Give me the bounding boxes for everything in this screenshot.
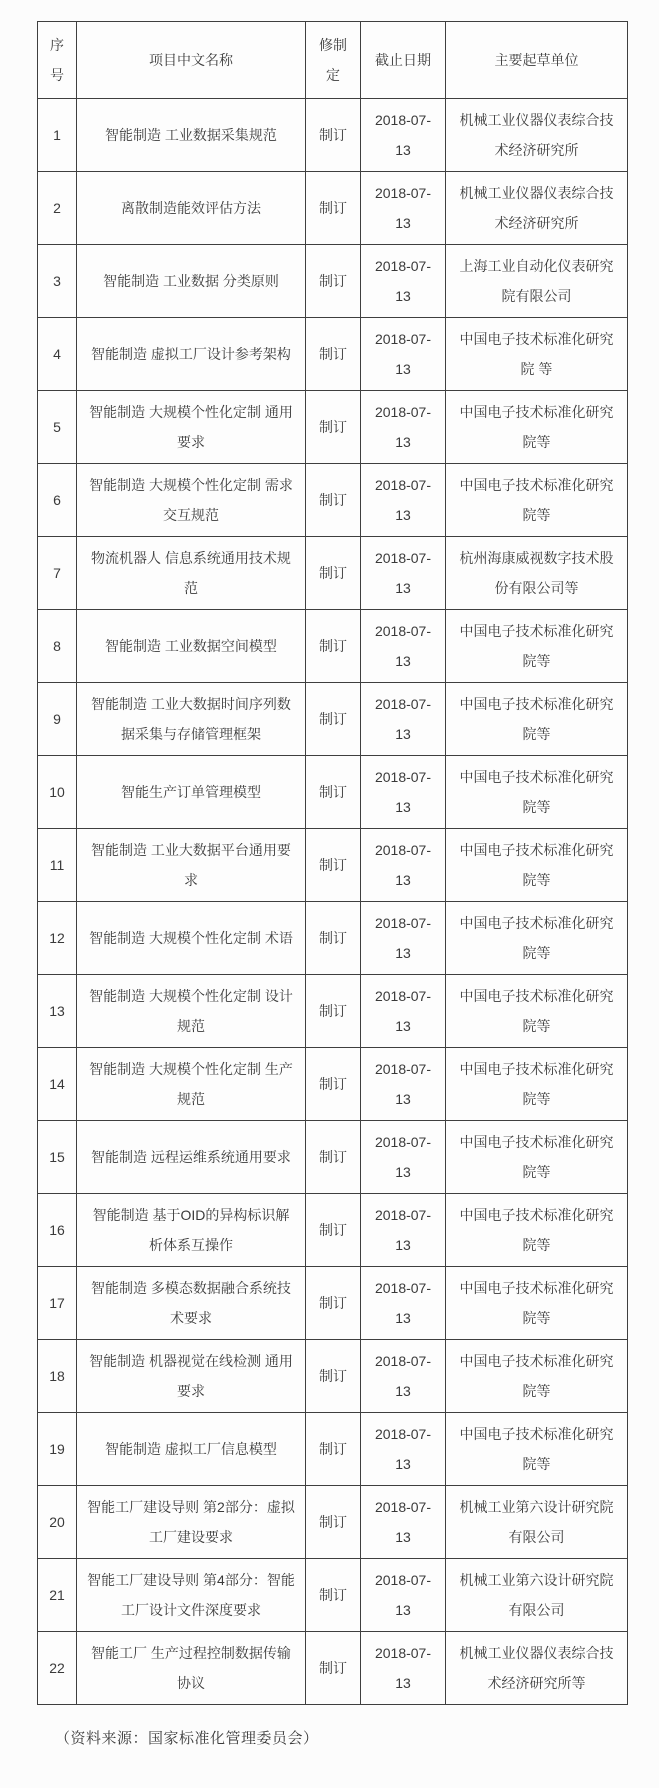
deadline-text: 2018-07-13 xyxy=(374,1352,432,1399)
revision-type-cell: 制订 xyxy=(306,245,361,318)
row-number-cell: 22 xyxy=(38,1632,77,1705)
row-number-cell: 15 xyxy=(38,1121,77,1194)
deadline-cell xyxy=(361,1632,446,1705)
drafting-org-text: 机械工业仪器仪表综合技术经济研究所等 xyxy=(459,1644,614,1691)
deadline-cell xyxy=(361,975,446,1048)
project-name-text: 物流机器人 信息系统通用技术规范 xyxy=(91,549,291,596)
drafting-org-text: 中国电子技术标准化研究院 等 xyxy=(459,330,614,377)
project-name-cell xyxy=(77,391,306,464)
deadline-cell xyxy=(361,829,446,902)
project-name-text: 智能制造 大规模个性化定制 术语 xyxy=(89,929,293,946)
revision-type-cell: 制订 xyxy=(306,1413,361,1486)
revision-type-cell: 制订 xyxy=(306,1632,361,1705)
project-name-text: 智能制造 工业大数据平台通用要求 xyxy=(91,841,291,888)
drafting-org-cell xyxy=(446,1413,628,1486)
drafting-org-cell xyxy=(446,1340,628,1413)
drafting-org-cell xyxy=(446,1121,628,1194)
project-name-cell xyxy=(77,99,306,172)
drafting-org-text: 机械工业第六设计研究院有限公司 xyxy=(459,1498,614,1545)
header-project-name-label: 项目中文名称 xyxy=(149,51,233,68)
revision-type-cell: 制订 xyxy=(306,99,361,172)
row-number-cell: 10 xyxy=(38,756,77,829)
drafting-org-cell xyxy=(446,902,628,975)
revision-type-cell: 制订 xyxy=(306,537,361,610)
drafting-org-cell xyxy=(446,829,628,902)
revision-type-cell: 制订 xyxy=(306,1194,361,1267)
row-number-cell: 9 xyxy=(38,683,77,756)
project-name-text: 智能制造 基于OID的异构标识解析体系互操作 xyxy=(92,1206,290,1253)
row-number-cell: 3 xyxy=(38,245,77,318)
table-row xyxy=(38,1048,628,1121)
deadline-text: 2018-07-13 xyxy=(374,1644,432,1691)
drafting-org-cell xyxy=(446,610,628,683)
table-row xyxy=(38,610,628,683)
project-name-text: 智能制造 虚拟工厂设计参考架构 xyxy=(91,345,291,362)
row-number-cell: 6 xyxy=(38,464,77,537)
deadline-text: 2018-07-13 xyxy=(374,1133,432,1180)
deadline-cell xyxy=(361,1048,446,1121)
project-name-text: 智能制造 工业大数据时间序列数据采集与存储管理框架 xyxy=(91,695,291,742)
table-row xyxy=(38,391,628,464)
drafting-org-cell xyxy=(446,1559,628,1632)
drafting-org-cell xyxy=(446,1632,628,1705)
project-name-cell xyxy=(77,318,306,391)
deadline-text: 2018-07-13 xyxy=(374,622,432,669)
drafting-org-cell xyxy=(446,683,628,756)
deadline-text: 2018-07-13 xyxy=(374,841,432,888)
table-row xyxy=(38,902,628,975)
project-name-cell xyxy=(77,683,306,756)
deadline-text: 2018-07-13 xyxy=(374,476,432,523)
deadline-cell xyxy=(361,1340,446,1413)
drafting-org-text: 中国电子技术标准化研究院等 xyxy=(459,622,614,669)
project-name-cell xyxy=(77,245,306,318)
drafting-org-text: 中国电子技术标准化研究院等 xyxy=(459,1206,614,1253)
deadline-cell xyxy=(361,1267,446,1340)
revision-type-cell: 制订 xyxy=(306,1048,361,1121)
deadline-cell xyxy=(361,537,446,610)
project-name-cell xyxy=(77,1413,306,1486)
header-revision-type-label: 修制定 xyxy=(318,36,347,83)
revision-type-cell: 制订 xyxy=(306,464,361,537)
deadline-cell xyxy=(361,1194,446,1267)
row-number-cell: 16 xyxy=(38,1194,77,1267)
project-name-text: 智能制造 机器视觉在线检测 通用要求 xyxy=(89,1352,293,1399)
deadline-cell xyxy=(361,1413,446,1486)
table-row xyxy=(38,756,628,829)
drafting-org-text: 中国电子技术标准化研究院等 xyxy=(459,1279,614,1326)
revision-type-cell: 制订 xyxy=(306,1267,361,1340)
drafting-org-text: 上海工业自动化仪表研究院有限公司 xyxy=(459,257,614,304)
revision-type-cell: 制订 xyxy=(306,1559,361,1632)
drafting-org-cell xyxy=(446,1267,628,1340)
header-drafting-org-label: 主要起草单位 xyxy=(494,51,579,68)
deadline-text: 2018-07-13 xyxy=(374,1060,432,1107)
deadline-text: 2018-07-13 xyxy=(374,184,432,231)
table-row xyxy=(38,829,628,902)
drafting-org-cell xyxy=(446,245,628,318)
project-name-text: 智能制造 虚拟工厂信息模型 xyxy=(105,1440,277,1457)
drafting-org-text: 中国电子技术标准化研究院等 xyxy=(459,403,614,450)
drafting-org-cell xyxy=(446,1194,628,1267)
revision-type-cell: 制订 xyxy=(306,902,361,975)
project-name-text: 智能制造 大规模个性化定制 需求交互规范 xyxy=(89,476,293,523)
deadline-cell xyxy=(361,245,446,318)
row-number-cell: 2 xyxy=(38,172,77,245)
project-name-cell xyxy=(77,1486,306,1559)
project-name-cell xyxy=(77,1121,306,1194)
row-number-cell: 17 xyxy=(38,1267,77,1340)
deadline-cell xyxy=(361,391,446,464)
project-name-text: 智能生产订单管理模型 xyxy=(121,783,261,800)
project-name-cell xyxy=(77,829,306,902)
project-name-cell xyxy=(77,537,306,610)
deadline-text: 2018-07-13 xyxy=(374,1279,432,1326)
table-row xyxy=(38,1340,628,1413)
project-name-text: 智能制造 多模态数据融合系统技术要求 xyxy=(91,1279,291,1326)
project-name-text: 智能制造 大规模个性化定制 通用要求 xyxy=(89,403,293,450)
table-row xyxy=(38,318,628,391)
row-number-cell: 14 xyxy=(38,1048,77,1121)
project-name-text: 智能工厂建设导则 第2部分：虚拟工厂建设要求 xyxy=(87,1498,295,1545)
deadline-text: 2018-07-13 xyxy=(374,549,432,596)
source-note: （资料来源：国家标准化管理委员会） xyxy=(55,1730,319,1747)
drafting-org-cell xyxy=(446,537,628,610)
deadline-cell xyxy=(361,318,446,391)
deadline-text: 2018-07-13 xyxy=(374,1571,432,1618)
row-number-cell: 1 xyxy=(38,99,77,172)
project-name-cell xyxy=(77,172,306,245)
project-name-text: 智能工厂建设导则 第4部分：智能工厂设计文件深度要求 xyxy=(87,1571,295,1618)
deadline-text: 2018-07-13 xyxy=(374,403,432,450)
table-row xyxy=(38,1121,628,1194)
row-number-cell: 7 xyxy=(38,537,77,610)
standards-table-container xyxy=(37,21,628,1705)
deadline-text: 2018-07-13 xyxy=(374,695,432,742)
deadline-text: 2018-07-13 xyxy=(374,330,432,377)
table-row xyxy=(38,172,628,245)
deadline-cell xyxy=(361,1486,446,1559)
table-row xyxy=(38,464,628,537)
deadline-text: 2018-07-13 xyxy=(374,111,432,158)
row-number-cell: 5 xyxy=(38,391,77,464)
deadline-cell xyxy=(361,902,446,975)
table-row xyxy=(38,975,628,1048)
project-name-cell xyxy=(77,756,306,829)
row-number-cell: 18 xyxy=(38,1340,77,1413)
project-name-cell xyxy=(77,1267,306,1340)
project-name-cell xyxy=(77,1048,306,1121)
drafting-org-text: 中国电子技术标准化研究院等 xyxy=(459,1425,614,1472)
revision-type-cell: 制订 xyxy=(306,391,361,464)
deadline-text: 2018-07-13 xyxy=(374,987,432,1034)
project-name-cell xyxy=(77,1194,306,1267)
drafting-org-cell xyxy=(446,318,628,391)
standards-table xyxy=(37,21,628,1705)
project-name-text: 离散制造能效评估方法 xyxy=(121,199,261,216)
project-name-cell xyxy=(77,975,306,1048)
deadline-cell xyxy=(361,464,446,537)
drafting-org-cell xyxy=(446,464,628,537)
row-number-cell: 13 xyxy=(38,975,77,1048)
deadline-text: 2018-07-13 xyxy=(374,1425,432,1472)
revision-type-cell: 制订 xyxy=(306,1340,361,1413)
header-drafting-org xyxy=(446,22,628,99)
drafting-org-cell xyxy=(446,1048,628,1121)
project-name-text: 智能制造 工业数据空间模型 xyxy=(105,637,277,654)
table-row xyxy=(38,1632,628,1705)
drafting-org-text: 杭州海康威视数字技术股份有限公司等 xyxy=(459,549,614,596)
header-deadline xyxy=(361,22,446,99)
drafting-org-cell xyxy=(446,172,628,245)
drafting-org-text: 中国电子技术标准化研究院等 xyxy=(459,768,614,815)
drafting-org-cell xyxy=(446,975,628,1048)
project-name-cell xyxy=(77,1632,306,1705)
deadline-cell xyxy=(361,172,446,245)
drafting-org-text: 中国电子技术标准化研究院等 xyxy=(459,914,614,961)
revision-type-cell: 制订 xyxy=(306,1121,361,1194)
deadline-cell xyxy=(361,1559,446,1632)
table-row xyxy=(38,1267,628,1340)
project-name-cell xyxy=(77,1340,306,1413)
project-name-cell xyxy=(77,902,306,975)
row-number-cell: 8 xyxy=(38,610,77,683)
revision-type-cell: 制订 xyxy=(306,172,361,245)
row-number-cell: 21 xyxy=(38,1559,77,1632)
row-number-cell: 4 xyxy=(38,318,77,391)
drafting-org-text: 中国电子技术标准化研究院等 xyxy=(459,695,614,742)
drafting-org-cell xyxy=(446,756,628,829)
project-name-text: 智能制造 大规模个性化定制 生产规范 xyxy=(89,1060,293,1107)
deadline-text: 2018-07-13 xyxy=(374,1498,432,1545)
drafting-org-text: 中国电子技术标准化研究院等 xyxy=(459,1060,614,1107)
drafting-org-text: 机械工业仪器仪表综合技术经济研究所 xyxy=(459,111,614,158)
header-deadline-label: 截止日期 xyxy=(375,51,431,68)
revision-type-cell: 制订 xyxy=(306,975,361,1048)
drafting-org-text: 中国电子技术标准化研究院等 xyxy=(459,841,614,888)
project-name-cell xyxy=(77,464,306,537)
project-name-cell xyxy=(77,1559,306,1632)
deadline-cell xyxy=(361,610,446,683)
revision-type-cell: 制订 xyxy=(306,610,361,683)
revision-type-cell: 制订 xyxy=(306,318,361,391)
project-name-cell xyxy=(77,610,306,683)
drafting-org-text: 机械工业第六设计研究院有限公司 xyxy=(459,1571,614,1618)
table-row xyxy=(38,245,628,318)
table-row xyxy=(38,537,628,610)
table-row xyxy=(38,1413,628,1486)
drafting-org-text: 中国电子技术标准化研究院等 xyxy=(459,987,614,1034)
deadline-text: 2018-07-13 xyxy=(374,257,432,304)
table-row xyxy=(38,1194,628,1267)
project-name-text: 智能制造 大规模个性化定制 设计规范 xyxy=(89,987,293,1034)
deadline-text: 2018-07-13 xyxy=(374,914,432,961)
revision-type-cell: 制订 xyxy=(306,1486,361,1559)
row-number-cell: 12 xyxy=(38,902,77,975)
project-name-text: 智能制造 远程运维系统通用要求 xyxy=(91,1148,291,1165)
drafting-org-cell xyxy=(446,1486,628,1559)
deadline-cell xyxy=(361,1121,446,1194)
header-row-number xyxy=(38,22,77,99)
deadline-text: 2018-07-13 xyxy=(374,768,432,815)
drafting-org-cell xyxy=(446,391,628,464)
table-header-row xyxy=(38,22,628,99)
deadline-cell xyxy=(361,756,446,829)
project-name-text: 智能工厂 生产过程控制数据传输协议 xyxy=(91,1644,291,1691)
header-revision-type xyxy=(306,22,361,99)
drafting-org-text: 中国电子技术标准化研究院等 xyxy=(459,1352,614,1399)
table-row xyxy=(38,99,628,172)
drafting-org-cell xyxy=(446,99,628,172)
row-number-cell: 11 xyxy=(38,829,77,902)
table-row xyxy=(38,1486,628,1559)
deadline-cell xyxy=(361,99,446,172)
revision-type-cell: 制订 xyxy=(306,829,361,902)
header-project-name xyxy=(77,22,306,99)
deadline-text: 2018-07-13 xyxy=(374,1206,432,1253)
drafting-org-text: 中国电子技术标准化研究院等 xyxy=(459,476,614,523)
table-row xyxy=(38,1559,628,1632)
row-number-cell: 19 xyxy=(38,1413,77,1486)
project-name-text: 智能制造 工业数据采集规范 xyxy=(105,126,277,143)
revision-type-cell: 制订 xyxy=(306,683,361,756)
revision-type-cell: 制订 xyxy=(306,756,361,829)
header-row-number-label: 序号 xyxy=(49,36,64,83)
table-row xyxy=(38,683,628,756)
drafting-org-text: 机械工业仪器仪表综合技术经济研究所 xyxy=(459,184,614,231)
drafting-org-text: 中国电子技术标准化研究院等 xyxy=(459,1133,614,1180)
project-name-text: 智能制造 工业数据 分类原则 xyxy=(103,272,279,289)
row-number-cell: 20 xyxy=(38,1486,77,1559)
deadline-cell xyxy=(361,683,446,756)
